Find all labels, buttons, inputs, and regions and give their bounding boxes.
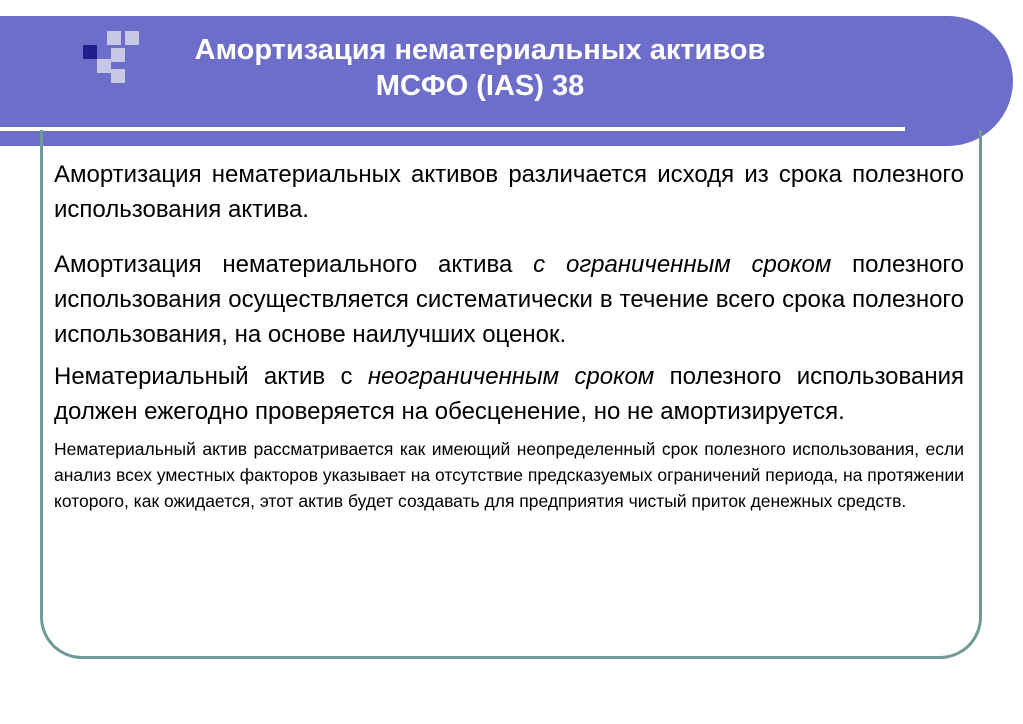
page-title [170,32,790,104]
emphasis-finite-term: с ограниченным сроком [533,251,832,278]
emphasis-indefinite-term: неограниченным сроком [367,363,655,390]
content-area [54,157,964,514]
paragraph-finite-term [54,247,964,352]
paragraph-text: Амортизация нематериального актива [54,251,534,278]
paragraph-text: полезного использования должен ежегодно проверяется на обесценение, но не амортизируется. [54,363,965,425]
paragraph-indefinite-term [54,359,964,429]
paragraph-amortization-intro: Амортизация нематериальных активов различается исходя из срока полезного использования актива. [54,161,964,223]
title-line-2: МСФО (IAS) 38 [375,70,585,102]
squares-logo-icon [83,31,143,87]
paragraph-text: полезного использования осуществляется систематически в течение всего срока полезного использования, на основе наилучших оценок. [54,251,964,348]
title-line-1: Амортизация нематериальных активов [194,34,766,66]
paragraph-indefinite-definition: Нематериальный актив рассматривается как имеющий неопределенный срок полезного использования, если анализ всех уместных факторов указывает на отсутствие предсказуемых ограничений периода, на протяжении которого, как ожидается, этот актив будет создавать для предприятия чистый приток денежных средств. [54,439,964,511]
paragraph-text: Нематериальный актив с [54,363,368,390]
